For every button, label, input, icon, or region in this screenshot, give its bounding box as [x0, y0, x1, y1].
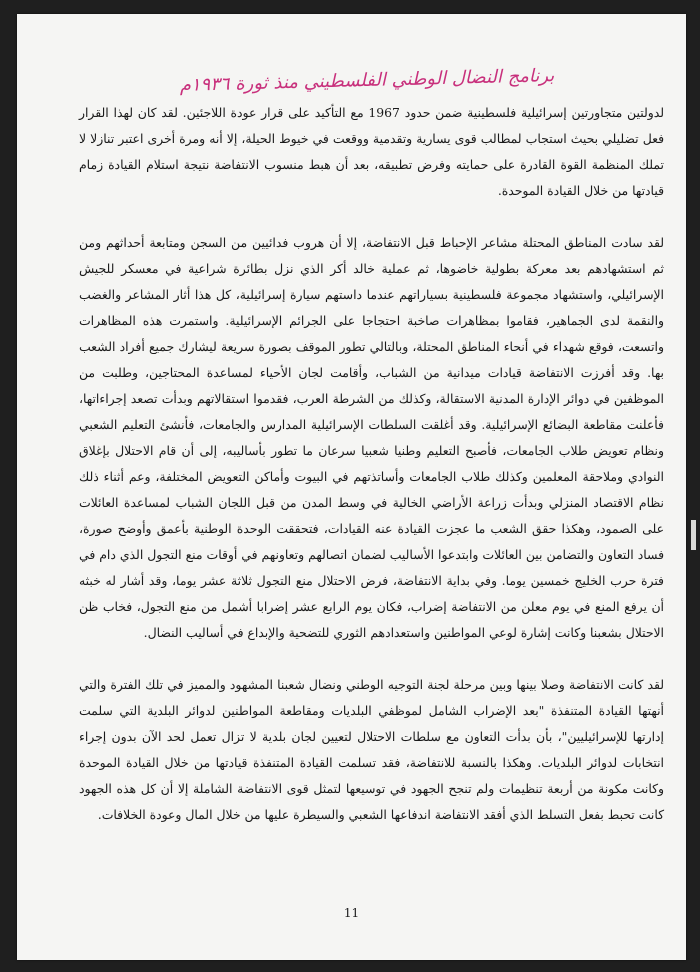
- page-number: 11: [343, 906, 360, 920]
- paragraph-3: لقد كانت الانتفاضة وصلا بينها وبين مرحلة لجنة التوجيه الوطني ونضال شعبنا المشهود والمميز في تلك الفترة والتي أنهتها القيادة المتنفذة "بعد الإضراب الشامل لموظفي البلديات ومقاطعة المواطنين لدوائر البلدية التي سلمت إدارتها للإسرائيليين"، بأن بدأت التعاون مع سلطات الاحتلال لتعيين لجان بلدية لا تزال تعمل لحد الآن بدون إجراء انتخابات لدوائر البلديات. وهكذا بالنسبة للانتفاضة، فقد تسلمت القيادة المتنفذة قيادتها من خلال القيادة الموحدة وكانت مكونة من أربعة تنظيمات ولم تنجح الجهود في توسيعها لتمثل قوى الانتفاضة الشاملة إلا أن كل هذه الجهود كانت تحبط بفعل التسلط الذي أفقد الانتفاضة اندفاعها الشعبي والسيطرة عليها من خلال المال وعودة الخلافات.: [79, 677, 664, 822]
- paragraph-2: لقد سادت المناطق المحتلة مشاعر الإحباط قبل الانتفاضة، إلا أن هروب فدائيين من السجن ومتابعة أحداثهم ومن ثم استشهادهم بعد معركة بطولية خاضوها، ثم عملية خالد أكر الذي نزل بطائرة شراعية في معسكر للجيش الإسرائيلي، واستشهاد مجموعة فلسطينية بسياراتهم عندما داستهم سيارة إسرائيلية، كل هذا أثار المشاعر والغضب والنقمة لدى الجماهير، فقاموا بمظاهرات صاخبة احتجاجا على الجرائم الإسرائيلية. واستمرت هذه المظاهرات واتسعت، فوقع شهداء في أنحاء المناطق المحتلة، وبالتالي تطور الموقف بصورة سريعة ليشارك جميع أفراد الشعب بها. وقد أفرزت الانتفاضة قيادات ميدانية من الشباب، وأقامت لجان الأحياء لمساعدة المحتاجين، وطلبت من الموظفين في دوائر الإدارة المدنية الاستقالة، وكذلك من الشرطة العرب، فقدموا استقالاتهم وبدأت تصعد إجراءاتها، فأعلنت مقاطعة البضائع الإسرائيلية. وقد أغلقت السلطات الإسرائيلية المدارس والجامعات، فأنشئ التعليم الشعبي ونظام تعويض طلاب الجامعات، فأصبح التعليم وطنيا شعبيا سرعان ما تطور بأساليبه، إلى أن قام الاحتلال بإغلاق النوادي وملاحقة المعلمين وكذلك طلاب الجامعات وأساتذتهم في البيوت وأماكن التعويض المختلفة، وعم أثناء ذلك نظام الاقتصاد المنزلي وبدأت زراعة الأراضي الخالية في وسط المدن من قبل اللجان الشباب لمساعدة العائلات على الصمود، وهكذا حقق الشعب ما عجزت القيادة عنه القيادات، فتحققت الوحدة الوطنية بأعمق وأوضح صورة، فساد التعاون والتضامن بين العائلات وابتدعوا الأساليب لضمان اتصالهم وتعاونهم في أوقات منع التجول الذي دام في فترة حرب الخليج خمسين يوما. وفي بداية الانتفاضة، فرض الاحتلال منع التجول ثلاثة عشر يوما، وقد أشار له خبثه أن يرفع المنع في يوم معلن من الانتفاضة إضراب، فكان يوم الرابع عشر إضرابا أشمل من منع التجول، فخاب ظن الاحتلال بشعبنا وكانت إشارة لوعي المواطنين واستعدادهم الثوري للتضحية والإبداع في أساليب النضال.: [79, 235, 664, 640]
- scan-edge-mark: [691, 520, 696, 550]
- document-body: [79, 100, 664, 854]
- paragraph-1: لدولتين متجاورتين إسرائيلية فلسطينية ضمن حدود 1967 مع التأكيد على قرار عودة اللاجئين. لقد كان لهذا القرار فعل تضليلي بحيث استجاب لمطالب قوى يسارية وتقدمية ووقعت في خيوط الحيلة، إلا أنه ومرة أخرى اعتبر تنازلا لا تملك المنظمة القوة القادرة على حمايته وفرض تطبيقه، بعد أن هبط منسوب الانتفاضة نتيجة استلام القيادة زمام قيادتها من خلال القيادة الموحدة.: [79, 105, 664, 198]
- handwritten-title: برنامج النضال الوطني الفلسطيني منذ ثورة ١٩٣٦م: [179, 65, 555, 96]
- document-page: [17, 14, 686, 960]
